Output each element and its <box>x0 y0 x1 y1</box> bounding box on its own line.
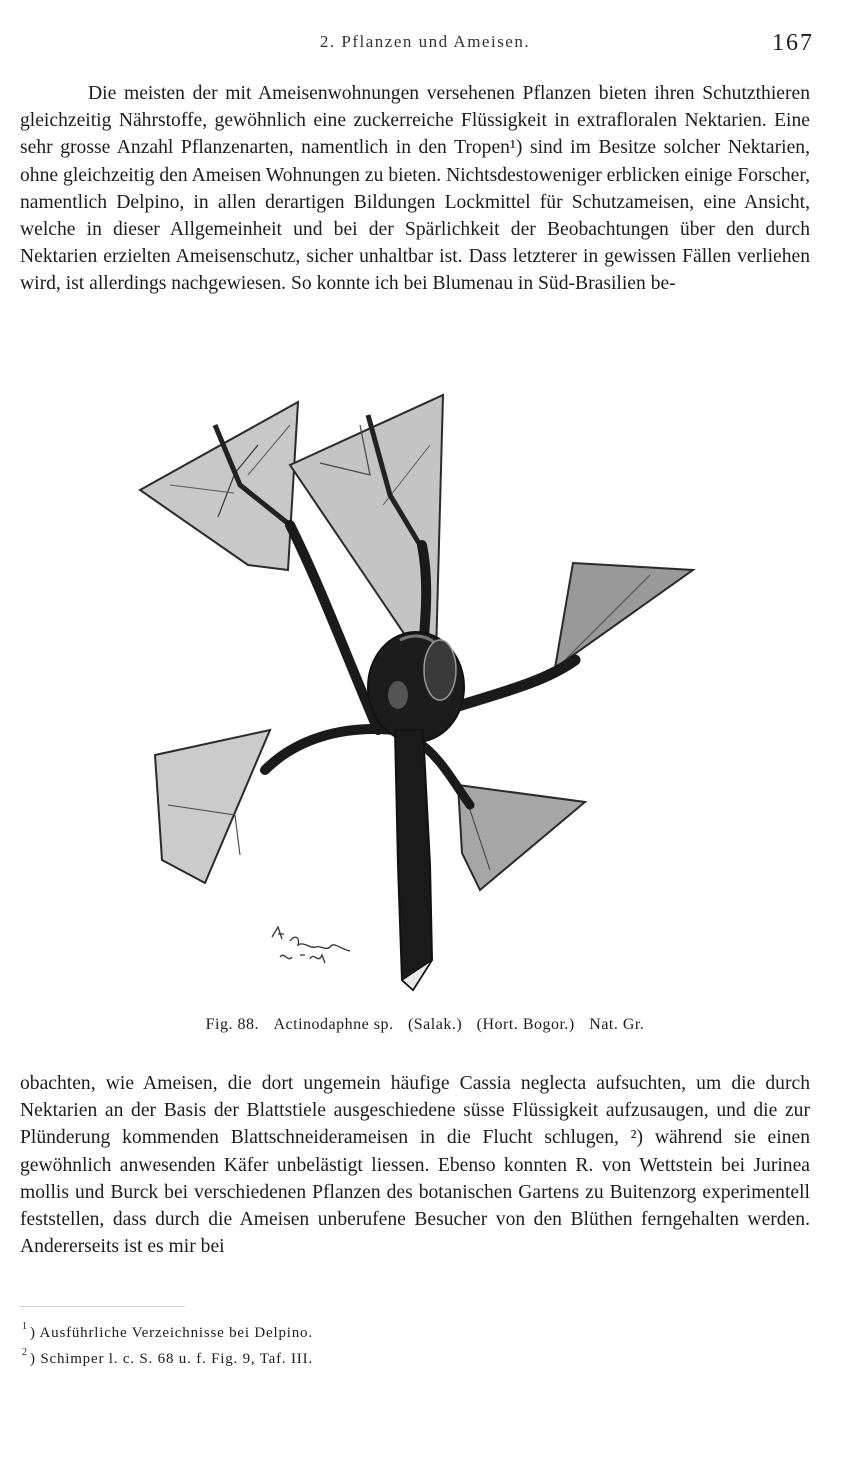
footnote-1 <box>22 1320 802 1346</box>
leaf-upper-left <box>140 402 298 570</box>
page-number: 167 <box>772 30 814 56</box>
footnote-text: ) Schimper l. c. S. 68 u. f. Fig. 9, Taf. III. <box>30 1351 313 1367</box>
main-stem <box>395 730 432 990</box>
leaf-lower-left <box>155 730 270 883</box>
footnote-mark: 2 <box>22 1347 27 1358</box>
artist-signature <box>272 927 350 963</box>
leaf-upper-center <box>290 395 443 655</box>
caption-species: Actinodaphne sp. <box>273 1016 394 1033</box>
leaf-lower-right <box>458 785 585 890</box>
body-paragraph-top: Die meisten der mit Ameisenwohnungen versehenen Pflanzen bieten ihren Schutzthieren gleichzeitig Nährstoffe, gewöhnlich eine zuckerreiche Flüssigkeit in extrafloralen Nektarien. Eine sehr grosse Anzahl Pflanzenarten, namentlich in den Tropen¹) sind im Besitze solcher Nektarien, ohne gleichzeitig den Ameisen Wohnungen zu bieten. Nichtsdestoweniger erblicken einige Forscher, namentlich Delpino, in allen derartigen Bildungen Lockmittel für Schutzameisen, eine Ansicht, welche in dieser Allgemeinheit und bei der Spärlichkeit der Beobachtungen über den durch Nektarien erzielten Ameisenschutz, sicher unhaltbar ist. Dass letzterer in gewissen Fällen verliehen wird, ist allerdings nachgewiesen. So konnte ich bei Blumenau in Süd-Brasilien be- <box>20 83 810 295</box>
figure-caption <box>0 1016 850 1034</box>
bud <box>368 632 464 742</box>
caption-figure-number: Fig. 88. <box>205 1016 259 1033</box>
running-title: 2. Pflanzen und Ameisen. <box>319 32 531 51</box>
leaf-right <box>555 563 693 668</box>
plant-drawing <box>130 385 710 1000</box>
footnote-rule <box>20 1306 185 1307</box>
footnote-mark: 1 <box>22 1321 27 1332</box>
running-head <box>0 30 850 60</box>
footnotes <box>22 1320 802 1372</box>
caption-scale: Nat. Gr. <box>589 1016 645 1033</box>
body-paragraph-bottom: obachten, wie Ameisen, die dort ungemein häufige Cassia neglecta aufsuchten, um die durch Nektarien an der Basis der Blattstiele ausgeschiedene süsse Flüssigkeit aufzusaugen, und die zur Plünderung kommenden Blattschneiderameisen in die Flucht schlugen, ²) während sie einen gewöhnlich anwesenden Käfer unbelästigt liessen. Ebenso konnten R. von Wettstein bei Jurinea mollis und Burck bei verschiedenen Pflanzen des botanischen Gartens zu Buitenzorg experimentell feststellen, dass durch die Ameisen unberufene Besucher von den Blüthen ferngehalten werden. Andererseits ist es mir bei <box>20 1073 810 1258</box>
caption-origin: (Salak.) <box>407 1016 463 1033</box>
caption-garden: (Hort. Bogor.) <box>476 1016 575 1033</box>
footnote-2 <box>22 1346 802 1372</box>
figure-illustration <box>130 385 710 1000</box>
footnote-text: ) Ausführliche Verzeichnisse bei Delpino. <box>30 1325 313 1341</box>
